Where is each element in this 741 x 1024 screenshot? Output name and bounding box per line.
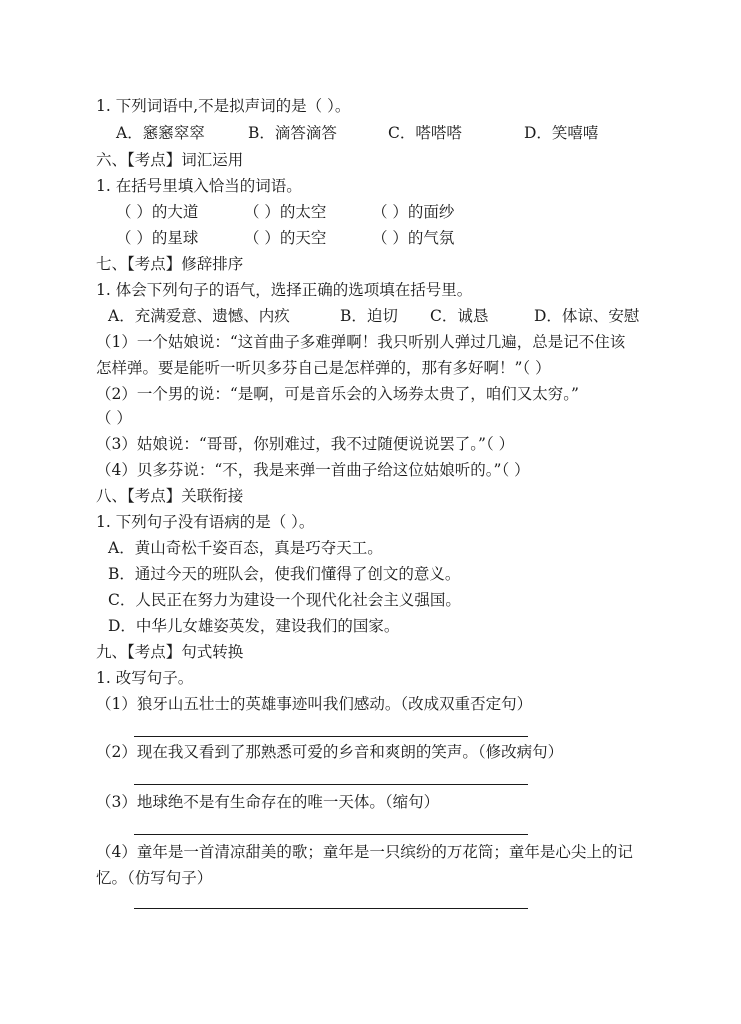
fill-item: （ ）的大道 [116, 203, 199, 221]
sentence-2-line-2: （ ） [96, 409, 132, 427]
answer-line-4[interactable] [134, 908, 528, 909]
option-b: B．通过今天的班队会，使我们懂得了创文的意义。 [108, 565, 461, 583]
sentence-1-line-2: 怎样弹。要是能听一听贝多芬自己是怎样弹的，那有多好啊！”（ ） [96, 359, 551, 377]
rewrite-item-4-line-1: （4）童年是一首清凉甜美的歌；童年是一只缤纷的万花筒；童年是心尖上的记 [96, 843, 633, 861]
fill-item: （ ）的气氛 [372, 229, 455, 247]
fill-item: （ ）的星球 [116, 229, 199, 247]
option-b: B．滴答滴答 [248, 124, 337, 142]
option-c: C．人民正在努力为建设一个现代化社会主义强国。 [108, 591, 461, 609]
answer-line-2[interactable] [134, 784, 528, 785]
question-tone: 1. 体会下列句子的语气，选择正确的选项填在括号里。 [96, 281, 473, 299]
rewrite-item-3: （3）地球绝不是有生命存在的唯一天体。（缩句） [96, 793, 440, 811]
sentence-2-line-1: （2）一个男的说：“是啊，可是音乐会的入场券太贵了，咱们又太穷。” [96, 385, 579, 403]
sentence-4: （4）贝多芬说：“不，我是来弹一首曲子给这位姑娘听的。”（ ） [96, 461, 530, 479]
question-polysemy: 1. 下列词语中,不是拟声词的是（ ）。 [96, 97, 351, 115]
section-heading-6: 六、【考点】词汇运用 [96, 151, 244, 169]
rewrite-item-2: （2）现在我又看到了那熟悉可爱的乡音和爽朗的笑声。（修改病句） [96, 743, 564, 761]
question-no-error: 1. 下列句子没有语病的是（ ）。 [96, 513, 315, 531]
fill-item: （ ）的面纱 [372, 203, 455, 221]
sentence-1-line-1: （1）一个姑娘说：“这首曲子多难弹啊！我只听别人弹过几遍，总是记不住该 [96, 333, 626, 351]
sentence-3: （3）姑娘说：“哥哥，你别难过，我不过随便说说罢了。”（ ） [96, 435, 515, 453]
fill-item: （ ）的天空 [244, 229, 327, 247]
fill-item: （ ）的太空 [244, 203, 327, 221]
answer-line-3[interactable] [134, 834, 528, 835]
question-rewrite: 1. 改写句子。 [96, 669, 194, 687]
rewrite-item-4-line-2: 忆。（仿写句子） [96, 869, 213, 887]
option-d: D．中华儿女雄姿英发，建设我们的国家。 [108, 617, 400, 635]
answer-line-1[interactable] [134, 736, 528, 737]
option-a: A．充满爱意、遗憾、内疚 [108, 307, 290, 325]
section-heading-8: 八、【考点】关联衔接 [96, 487, 244, 505]
option-d: D．体谅、安慰 [534, 307, 640, 325]
option-b: B．迫切 [340, 307, 398, 325]
rewrite-item-1: （1）狼牙山五壮士的英雄事迹叫我们感动。（改成双重否定句） [96, 695, 533, 713]
option-c: C．嗒嗒嗒 [388, 124, 462, 142]
option-a: A．窸窸窣窣 [116, 124, 205, 142]
section-heading-9: 九、【考点】句式转换 [96, 643, 244, 661]
option-c: C．诚恳 [430, 307, 489, 325]
option-d: D．笑嘻嘻 [524, 124, 599, 142]
option-a: A．黄山奇松千姿百态，真是巧夺天工。 [108, 539, 383, 557]
section-heading-7: 七、【考点】修辞排序 [96, 255, 244, 273]
question-fill-words: 1. 在括号里填入恰当的词语。 [96, 177, 302, 195]
